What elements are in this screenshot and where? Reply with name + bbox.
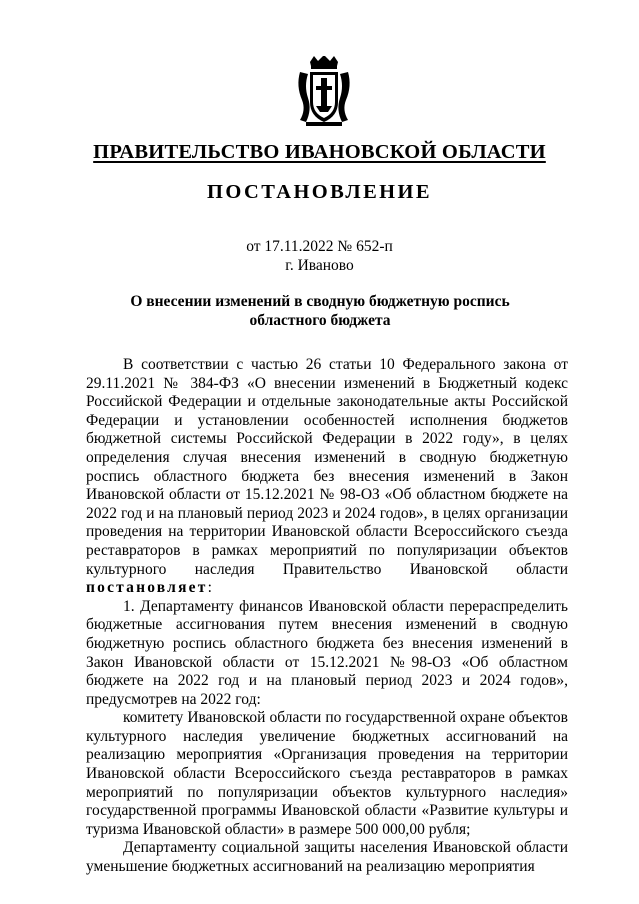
body-paragraph: 1. Департаменту финансов Ивановской области перераспределить бюджетные ассигнования путем внесения изменений в сводную бюджетную роспись областного бюджета без внесения изменений в Закон Ивановской области от 15.12.2021 №98-ОЗ «Об областном бюджете на 2022 год и на плановый период 2023 и 2024 годов», предусмотрев на 2022 год: [86,597,568,708]
body-paragraph: комитету Ивановской области по государственной охране объектов культурного наследия увеличение бюджетных ассигнований на реализацию мероприятия «Организация проведения на территории Ивановской области Всероссийского съезда реставраторов в рамках мероприятий по популяризации объектов культурного наследия» государственной программы Ивановской области «Развитие культуры и туризма Ивановской области» в размере 500 000,00 рубля; [86,709,568,838]
body-paragraph [86,356,568,598]
body-paragraph: Департаменту социальной защиты населения Ивановской области уменьшение бюджетных ассигнований на реализацию мероприятия [86,839,568,876]
document-subject [100,292,540,330]
subject-line: областного бюджета [249,312,391,329]
paragraph-text: В соответствии с частью 26 статьи 10 Федерального закона от 29.11.2021 № 384-ФЗ «О внесении изменений в Бюджетный кодекс Российской Федерации и отдельные законодательные акты Российской Федерации и установлении особенностей исполнения бюджетов бюджетной системы Российской Федерации в 2022 году», в целях определения случая внесения изменений в сводную бюджетную роспись областного бюджета без внесения изменений в Закон Ивановской области от 15.12.2021 № 98-ОЗ «Об областном бюджете на 2022 год и на плановый период 2023 и 2024 годов», в целях организации проведения на территории Ивановской области Всероссийского съезда реставраторов в рамках мероприятий по популяризации объектов культурного наследия Правительство Ивановской области [86,356,568,578]
document-body [86,356,568,877]
government-title: ПРАВИТЕЛЬСТВО ИВАНОВСКОЙ ОБЛАСТИ [93,141,546,163]
paragraph-end: : [207,579,212,597]
document-city: г. Иваново [285,257,354,274]
document-type: ПОСТАНОВЛЕНИЕ [207,181,432,203]
decree-keyword: постановляет [86,579,208,597]
subject-line: О внесении изменений в сводную бюджетную роспись [130,293,510,310]
document-date-number: от 17.11.2022 № 652-п [246,238,393,255]
ivanovo-coat-of-arms-icon [296,56,352,128]
